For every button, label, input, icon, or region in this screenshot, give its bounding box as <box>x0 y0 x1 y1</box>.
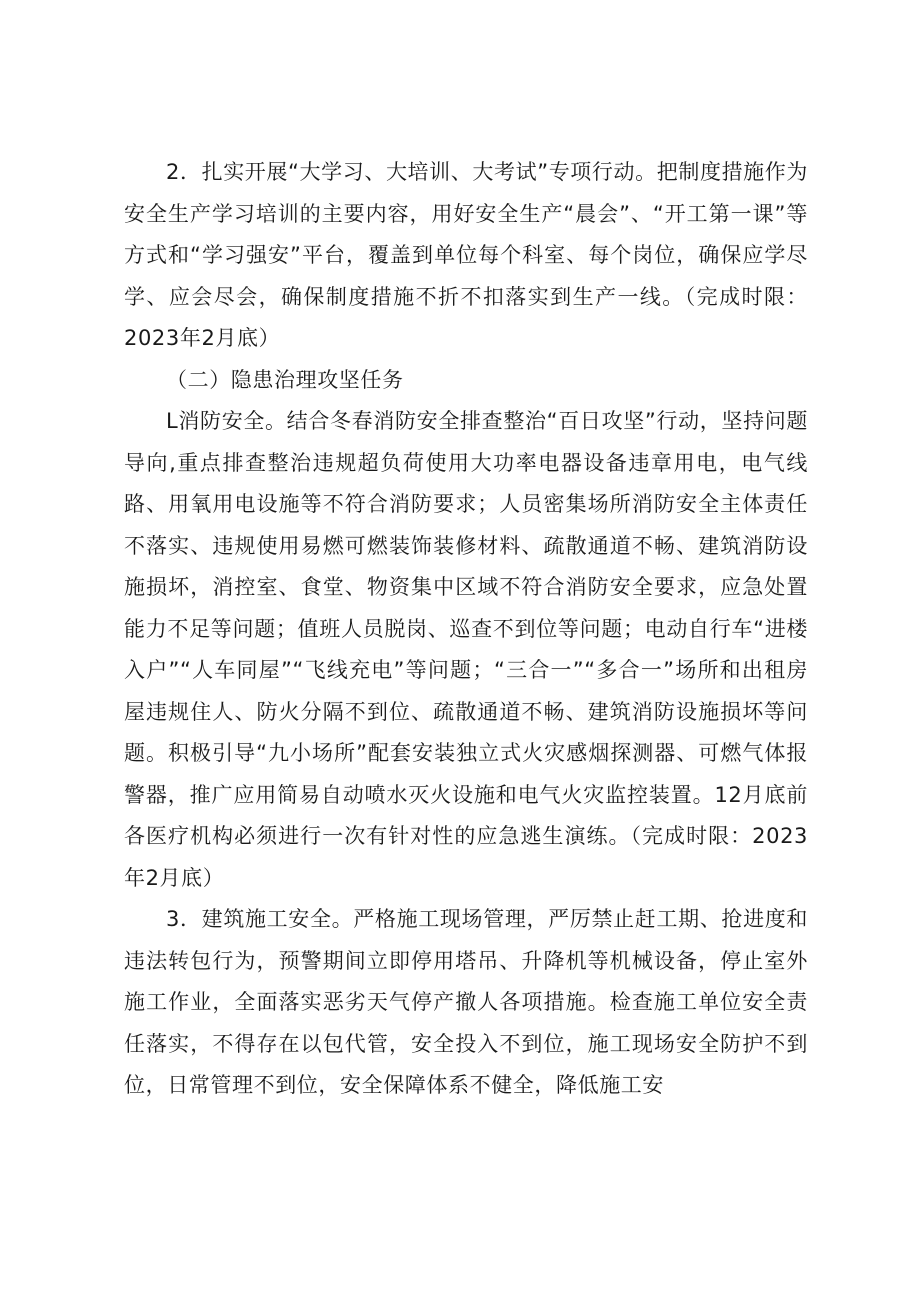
document-body <box>124 152 808 1107</box>
paragraph-construction-safety: 3．建筑施工安全。严格施工现场管理，严厉禁止赶工期、抢进度和违法转包行为，预警期间立即停用塔吊、升降机等机械设备，停止室外施工作业，全面落实恶劣天气停产撤人各项措施。检查施工单位安全责任落实，不得存在以包代管，安全投入不到位，施工现场安全防护不到位，日常管理不到位，安全保障体系不健全，降低施工安 <box>124 907 808 1097</box>
paragraph-training-campaign: 2．扎实开展“大学习、大培训、大考试”专项行动。把制度措施作为安全生产学习培训的主要内容，用好安全生产“晨会”、“开工第一课”等方式和“学习强安”平台，覆盖到单位每个科室、每个岗位，确保应学尽学、应会尽会，确保制度措施不折不扣落实到生产一线。（完成时限：2023年2月底） <box>124 160 808 350</box>
paragraph-fire-safety: L消防安全。结合冬春消防安全排查整治“百日攻坚”行动，坚持问题导向,重点排查整治违规超负荷使用大功率电器设备违章用电，电气线路、用氧用电设施等不符合消防要求；人员密集场所消防安全主体责任不落实、违规使用易燃可燃装饰装修材料、疏散通道不畅、建筑消防设施损坏，消控室、食堂、物资集中区域不符合消防安全要求，应急处置能力不足等问题；值班人员脱岗、巡查不到位等问题；电动自行车“进楼入户”“人车同屋”“飞线充电”等问题；“三合一”“多合一”场所和出租房屋违规住人、防火分隔不到位、疏散通道不畅、建筑消防设施损坏等问题。积极引导“九小场所”配套安装独立式火灾感烟探测器、可燃气体报警器，推广应用简易自动喷水灭火设施和电气火灾监控装置。12月底前各医疗机构必须进行一次有针对性的应急逃生演练。（完成时限：2023年2月底） <box>124 409 808 890</box>
section-heading-hazard-tasks: （二）隐患治理攻坚任务 <box>166 367 404 392</box>
